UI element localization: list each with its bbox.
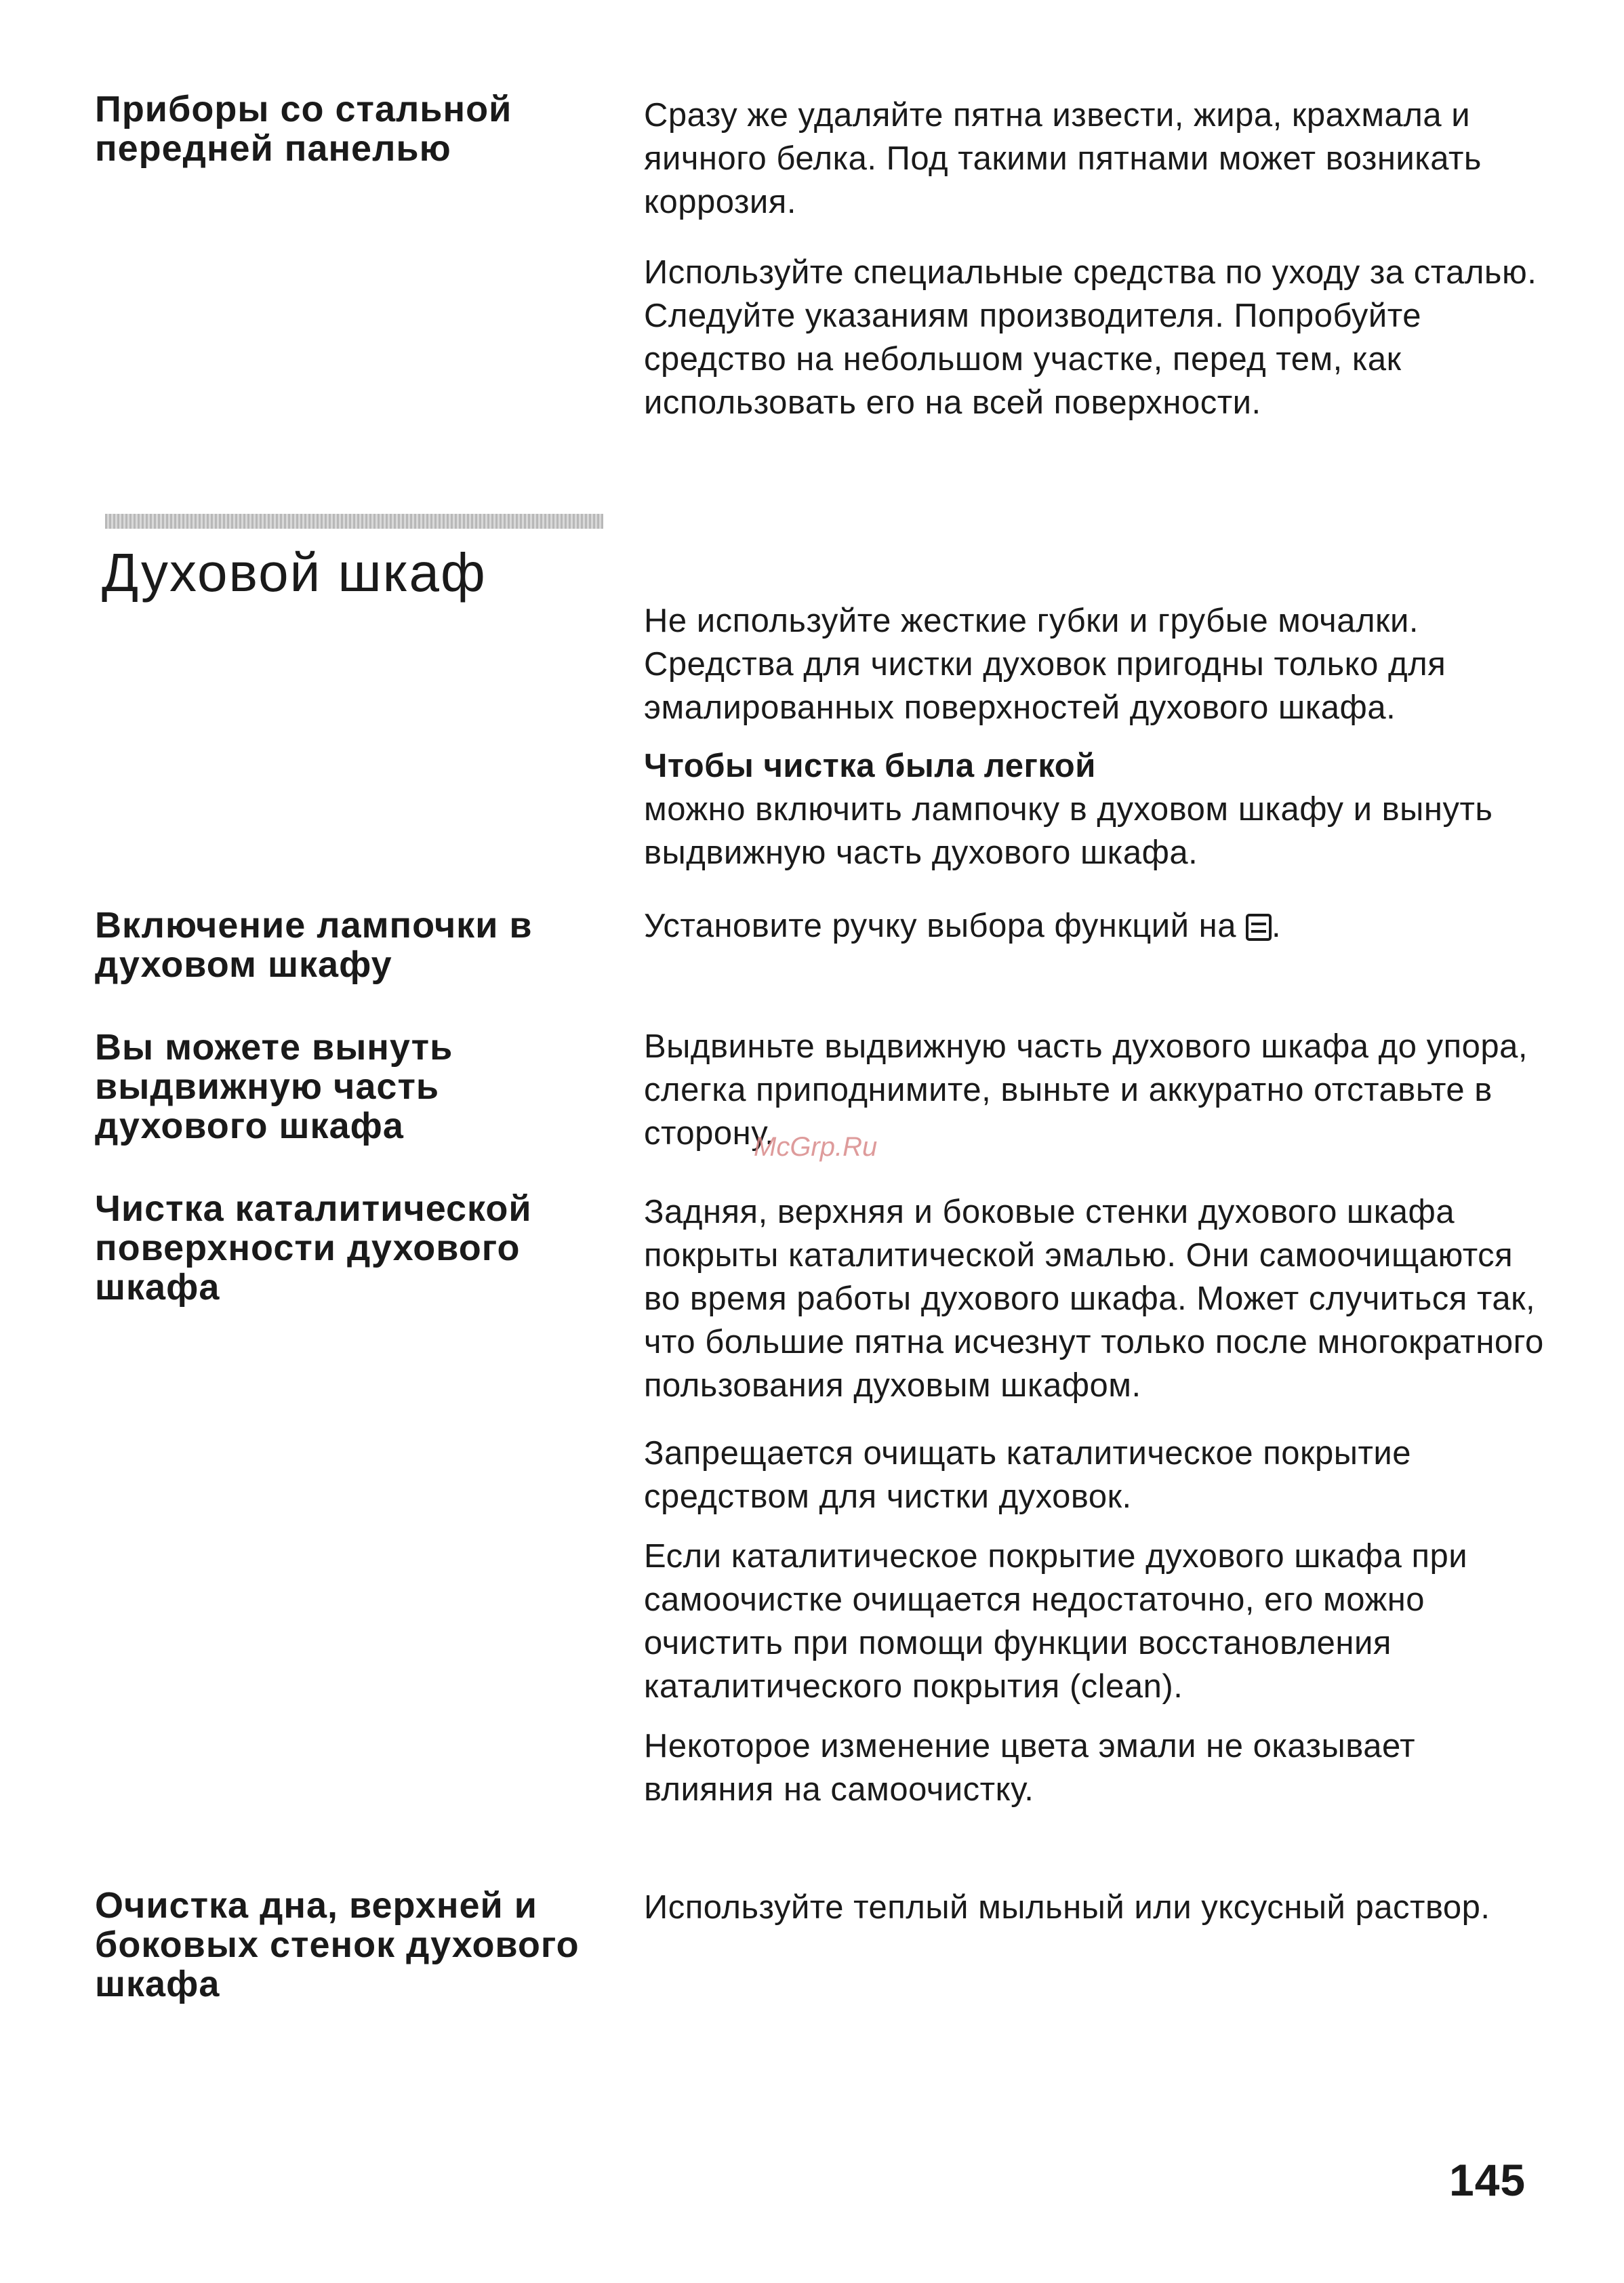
oven-intro-paragraph: Не используйте жесткие губки и грубые мочалки. Средства для чистки духовок пригодны только для эмалированных поверхностей духового шкафа.	[644, 603, 1446, 726]
catalytic-paragraph-3: Если каталитическое покрытие духового шкафа при самоочистке очищается недостаточно, его можно очистить при помощи функции восстановления каталитического покрытия (clean).	[644, 1538, 1468, 1705]
catalytic-paragraph-1: Задняя, верхняя и боковые стенки духового шкафа покрыты каталитической эмалью. Они самоочищаются во время работы духового шкафа. Может случиться так, что большие пятна исчезнут только после многократного пользования духовым шкафом.	[644, 1194, 1544, 1404]
catalytic-paragraph-4: Некоторое изменение цвета эмали не оказывает влияния на самоочистку.	[644, 1728, 1416, 1808]
steel-front-paragraph-1: Сразу же удаляйте пятна извести, жира, крахмала и яичного белка. Под такими пятнами может возникать коррозия.	[644, 97, 1482, 220]
lamp-instruction-end: .	[1271, 908, 1282, 944]
oven-section-title: Духовой шкаф	[102, 542, 487, 603]
steel-front-paragraph-2: Используйте специальные средства по уходу за сталью. Следуйте указаниям производителя. Попробуйте средство на небольшом участке, перед тем, как использовать его на всей поверхности.	[644, 254, 1537, 421]
catalytic-heading: Чистка каталитической поверхности духового шкафа	[95, 1188, 532, 1308]
bottom-clean-heading: Очистка дна, верхней и боковых стенок духового шкафа	[95, 1885, 580, 2004]
lamp-instruction	[644, 904, 1552, 948]
oven-intro-text	[644, 599, 1552, 874]
lamp-heading: Включение лампочки в духовом шкафу	[95, 905, 533, 985]
oven-lamp-function-icon	[1246, 914, 1272, 941]
catalytic-paragraph-2: Запрещается очищать каталитическое покрытие средством для чистки духовок.	[644, 1435, 1412, 1515]
catalytic-text	[644, 1190, 1552, 1811]
bottom-clean-text	[644, 1886, 1552, 1929]
oven-easy-clean-subheading: Чтобы чистка была легкой	[644, 748, 1096, 784]
lamp-instruction-text: Установите ручку выбора функций на	[644, 908, 1236, 944]
bottom-clean-paragraph: Используйте теплый мыльный или уксусный раствор.	[644, 1889, 1490, 1926]
steel-front-heading: Приборы со стальной передней панелью	[95, 89, 512, 169]
oven-easy-clean-paragraph	[644, 744, 1552, 874]
watermark: McGrp.Ru	[754, 1132, 878, 1162]
page-number: 145	[1449, 2155, 1526, 2205]
removable-part-paragraph: Выдвиньте выдвижную часть духового шкафа до упора, слегка приподнимите, выньте и аккуратно отставьте в сторону.	[644, 1028, 1528, 1152]
oven-easy-clean-text: можно включить лампочку в духовом шкафу и вынуть выдвижную часть духового шкафа.	[644, 791, 1493, 871]
section-divider-bar	[105, 514, 603, 529]
removable-part-heading: Вы можете вынуть выдвижную часть духового шкафа	[95, 1027, 453, 1146]
steel-front-text	[644, 94, 1552, 424]
lamp-text	[644, 904, 1552, 948]
